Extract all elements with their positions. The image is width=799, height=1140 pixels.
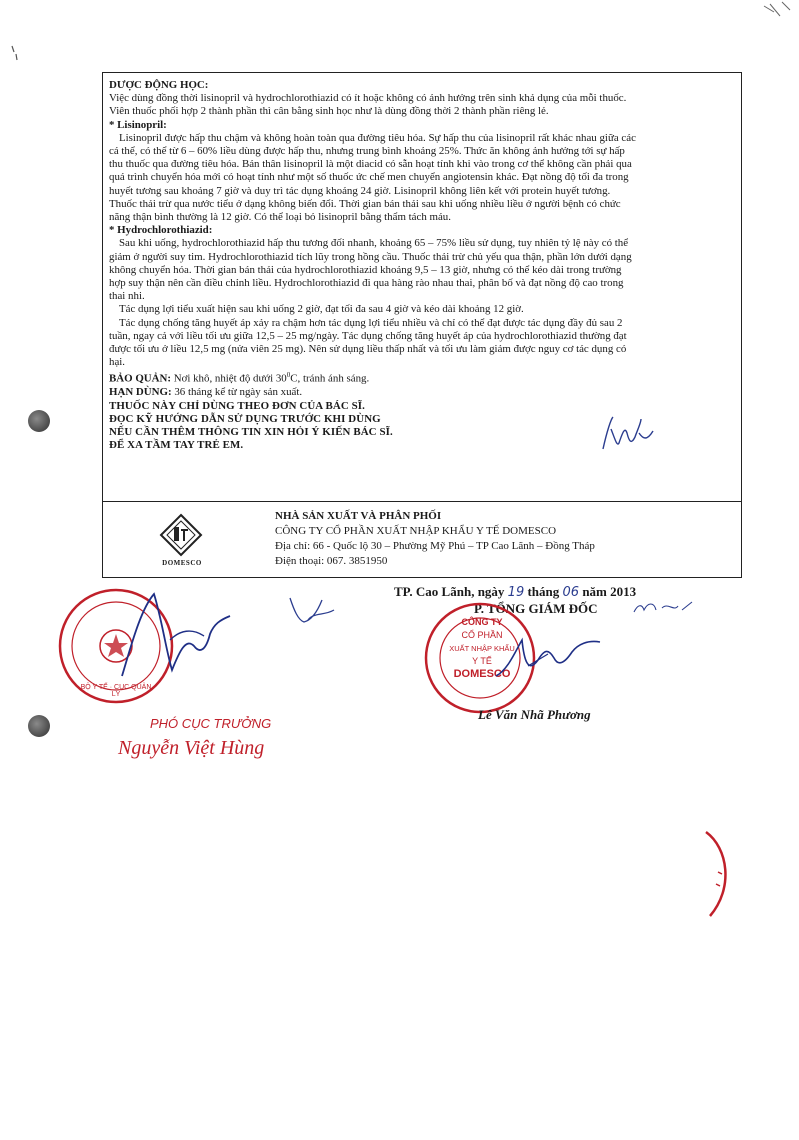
antihypertensive-line: hại. [109,356,126,369]
punch-hole-bottom [28,715,50,737]
stamp-line: DOMESCO [453,668,511,680]
storage-text: Nơi khô, nhiệt độ dưới 30 [171,373,287,386]
corner-scribble [760,0,799,22]
margin-scratch [8,44,22,64]
lisinopril-line: huyết tương sau khoảng 7 giờ và duy trì tác dụng khoảng 24 giờ. Lisinopril không liên kết với protein huyết tương. [109,184,611,197]
manufacturer-company: CÔNG TY CỔ PHẦN XUẤT NHẬP KHẨU Y TẾ DOMESCO [275,525,557,537]
intro-line: Việc dùng đồng thời lisinopril và hydrochlorothiazid có ít hoặc không có ảnh hưởng trên sinh khả dụng của mỗi thuốc. [109,92,627,105]
hctz-line: hợp suy thận nên cần điều chỉnh liều. Hydrochlorothiazid đi qua hàng rào nhau thai, phân bố và đạt nồng độ cao trong [109,277,624,290]
antihypertensive-line: tuần, ngay cả với liều tối ưu giữa 12,5 – 25 mg/ngày. Tác dụng chống tăng huyết áp của hydrochlorothiazid thường đạt [109,329,627,342]
storage-label: BẢO QUẢN: [109,373,172,386]
stamp-line: CÔNG TY [461,617,503,627]
edge-stamp-fragment [700,828,740,920]
manufacturer-info [275,509,595,569]
warning-line: THUỐC NÀY CHỈ DÙNG THEO ĐƠN CỦA BÁC SĨ. [109,399,365,412]
deputy-signature [110,580,240,690]
warning-line: NẾU CẦN THÊM THÔNG TIN XIN HỎI Ý KIẾN BÁC SĨ. [109,425,393,438]
hctz-line: không chuyển hóa. Thời gian bán thải của hydrochlorothiazid khoảng 9,5 – 13 giờ, nhưng có thể kéo dài trong trường [109,263,622,276]
lisinopril-line: thu thuốc qua đường tiêu hóa. Bản thân lisinopril là một diacid có sẵn hoạt tính khi vào trong cơ thể không cần phải qua [109,158,632,171]
warning-line: ĐỌC KỸ HƯỚNG DẪN SỬ DỤNG TRƯỚC KHI DÙNG [109,412,381,425]
lisinopril-line: năng thận bình thường là 12 giờ. Có thể loại bỏ lisinopril bằng thẩm tách máu. [109,211,451,224]
lisinopril-heading: * Lisinopril: [109,118,167,131]
leaflet-box [102,72,742,578]
antihypertensive-line: Tác dụng chống tăng huyết áp xảy ra chậm hơn tác dụng lợi tiểu nhiều và chỉ có thể đạt được tác dụng đầy đủ sau 2 [119,316,623,329]
deputy-title: PHÓ CỤC TRƯỞNG [150,716,272,731]
shelf-life-line [109,386,737,399]
director-title: P. TỔNG GIÁM ĐỐC [474,601,598,616]
shelf-life-label: HẠN DÙNG: [109,386,172,399]
hctz-line: giảm ở người suy tim. Hydrochlorothiazid tích lũy trong hồng cầu. Thuốc thải trừ chủ yếu qua thận, phần lớn dưới dạng [109,250,632,263]
warning-line: ĐỂ XA TẦM TAY TRẺ EM. [109,439,244,452]
stamp-line: XUẤT NHẬP KHẨU [449,644,515,653]
date-prefix: TP. Cao Lãnh, ngày [394,584,505,599]
shelf-life-text: 36 tháng kể từ ngày sản xuất. [171,386,303,399]
antihypertensive-line: được tối ưu ở liều 12,5 mg (nửa viên 25 mg). Nên sử dụng liều thấp nhất và tối ưu làm giảm được nguy cơ tác dụng có [109,343,627,356]
director-name: Lê Văn Nhã Phương [478,707,591,722]
manufacturer-phone: Điện thoại: 067. 3851950 [275,555,388,567]
intro-line: Viên thuốc phối hợp 2 thành phần thì cân bằng sinh học như là dùng đồng thời 2 thành phần riêng lẻ. [109,105,549,118]
stamp-line: CỔ PHẦN [461,630,503,640]
date-month: 06 [562,585,580,600]
reviewer-mark [284,590,344,630]
date-line [394,584,636,600]
footer-divider [103,501,741,502]
hctz-heading: * Hydrochlorothiazid: [109,224,213,237]
ministry-stamp-text: BỘ Y TẾ · CỤC QUẢN LÝ [80,684,152,698]
hctz-line: thai nhi. [109,290,145,303]
title-annotation [632,598,696,618]
storage-degree: 0 [286,371,291,380]
stamp-line: Y TẾ [472,656,492,666]
manufacturer-heading: NHÀ SẢN XUẤT VÀ PHÂN PHỐI [275,510,442,522]
hctz-line: Sau khi uống, hydrochlorothiazid hấp thu tương đối nhanh, khoảng 65 – 75% liều sử dụng, tuy nhiên tỷ lệ này có thể [119,237,629,250]
pharmacokinetics-heading: DƯỢC ĐỘNG HỌC: [109,79,209,91]
domesco-logo-icon [159,513,203,557]
deputy-name: Nguyễn Việt Hùng [118,737,265,759]
lisinopril-line: Thuốc thải trừ qua nước tiểu ở dạng không biến đổi. Thời gian bán thải sau khi uống nhiều liều ở người bệnh có chức [109,197,621,210]
date-day: 19 [507,585,525,600]
punch-hole-top [28,410,50,432]
lisinopril-line: quá trình chuyển hóa mới có hoạt tính như một số thuốc ức chế men chuyển angiotensin khác. Đạt nồng độ tối đa trong [109,171,629,184]
storage-text-end: C, tránh ánh sáng. [290,373,370,386]
date-year: năm 2013 [582,584,637,599]
reviewer-initials [597,409,657,459]
lisinopril-line: cá thể, có thể từ 6 – 60% liều dùng được hấp thu, nhưng trung bình khoảng 25%. Thức ăn không ảnh hưởng tới sự hấp [109,145,625,158]
lisinopril-line: Lisinopril được hấp thu chậm và không hoàn toàn qua đường tiêu hóa. Sự hấp thu của lisinopril rất khác nhau giữa các [119,131,636,144]
logo-wordmark: DOMESCO [162,559,202,567]
leaflet-content [109,79,737,452]
director-signature [488,630,608,690]
manufacturer-address: Địa chỉ: 66 - Quốc lộ 30 – Phường Mỹ Phú – TP Cao Lãnh – Đồng Tháp [275,540,595,552]
storage-line [109,369,737,386]
diuretic-line: Tác dụng lợi tiểu xuất hiện sau khi uống 2 giờ, đạt tối đa sau 4 giờ và kéo dài khoảng 12 giờ. [119,303,524,316]
date-month-label: tháng [527,584,560,599]
